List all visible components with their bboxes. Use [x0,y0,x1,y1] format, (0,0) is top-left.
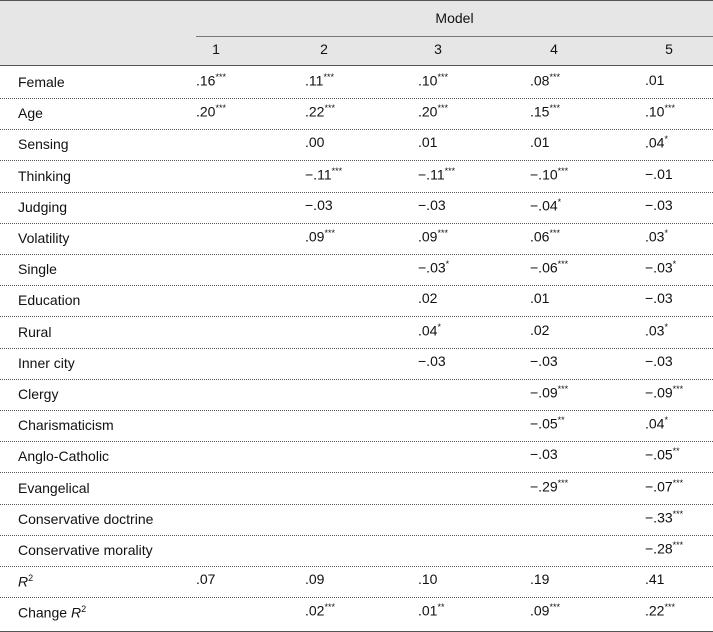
row-label: Conservative morality [18,542,153,558]
row-label: Charismaticism [18,417,114,434]
significance-stars: *** [672,477,684,488]
significance-stars: * [664,415,668,426]
significance-stars: * [664,321,668,332]
column-header-4: 4 [550,41,558,57]
row-label: Rural [18,323,52,340]
table-cell-model-4: .08*** [530,72,560,89]
table-cell-model-5: −.28*** [645,540,684,557]
row-label: Thinking [18,167,71,184]
table-cell-model-2: .11*** [305,72,334,89]
row-label: Inner city [18,354,75,371]
table-cell-model-4: .06*** [530,228,560,245]
significance-stars: *** [557,165,569,176]
change-prefix: Change [18,605,71,622]
row-label: Anglo-Catholic [18,448,110,465]
row-label: Clergy [18,386,59,402]
significance-stars: * [437,321,441,332]
table-cell-model-1: .20*** [196,103,226,120]
table-cell-model-4: −.06*** [530,259,569,276]
table-cell-model-4: −.03 [530,352,558,369]
significance-stars: *** [215,72,226,82]
r-symbol: R [18,573,29,590]
significance-stars: *** [437,72,448,82]
table-row [0,129,713,161]
table-row [0,67,713,99]
significance-stars: *** [444,165,456,176]
row-label: Volatility [18,230,70,246]
table-row [0,379,713,411]
row-label: Judging [18,198,68,215]
table-cell-model-4: −.04* [530,196,562,214]
significance-stars: *** [549,103,560,114]
table-cell-model-2: −.03 [305,196,333,213]
table-row [0,597,713,628]
table-cell-model-5: −.05** [645,446,680,464]
table-cell-model-2: .02*** [305,602,335,620]
significance-stars: *** [664,602,675,613]
table-cell-model-4: .02 [530,321,550,338]
column-header-2: 2 [320,41,328,57]
table-cell-model-5: −.03 [645,352,673,369]
model-group-header: Model [435,10,474,26]
table-cell-model-5: −.33*** [645,508,684,526]
model-header-rule [196,36,713,37]
significance-stars: ** [672,446,680,457]
significance-stars: *** [672,384,684,394]
significance-stars: *** [324,602,335,613]
table-cell-model-4: .01 [530,290,550,307]
table-cell-model-4: −.10*** [530,165,569,183]
significance-stars: *** [664,103,675,114]
table-row [0,348,713,380]
r-squared-label [18,573,33,590]
row-label: Education [18,292,81,309]
table-cell-model-3: −.11*** [418,165,456,183]
table-cell-model-4: .01 [530,134,550,151]
significance-stars: *** [549,228,560,238]
significance-stars: ** [557,415,565,426]
significance-stars: * [557,196,562,207]
significance-stars: *** [672,540,684,550]
table-cell-model-3: .10*** [418,72,448,89]
table-cell-model-3: −.03 [418,196,446,213]
significance-stars: *** [672,508,684,519]
table-row [0,504,713,536]
table-cell-model-1: .07 [196,571,216,588]
table-cell-model-2: .00 [305,134,325,151]
significance-stars: * [664,134,668,145]
significance-stars: *** [437,103,448,114]
significance-stars: *** [557,384,569,394]
significance-stars: *** [549,72,560,82]
table-cell-model-4: −.05** [530,415,565,432]
significance-stars: ** [437,602,445,613]
table-cell-model-5: .04* [645,134,668,152]
column-header-5: 5 [665,41,673,57]
table-cell-model-3: .01 [418,134,438,151]
table-header [0,1,713,66]
significance-stars: *** [324,103,335,114]
row-label: Age [18,105,43,122]
table-row [0,161,713,193]
row-label: Conservative doctrine [18,510,154,527]
significance-stars: * [672,259,677,270]
r-superscript: 2 [81,604,87,615]
significance-stars: *** [437,228,448,238]
table-cell-model-5: .41 [645,571,665,588]
row-label: Single [18,261,57,278]
significance-stars: *** [215,103,226,114]
table-cell-model-5: −.07*** [645,477,684,495]
table-cell-model-3: −.03* [418,259,450,276]
table-cell-model-3: .10 [418,571,438,588]
table-cell-model-5: −.01 [645,165,673,182]
table-cell-model-5: .03* [645,321,668,339]
table-cell-model-5: −.03 [645,290,673,307]
table-cell-model-3: .02 [418,290,438,307]
table-cell-model-5: −.09*** [645,384,684,401]
significance-stars: *** [557,477,569,488]
table-row [0,473,713,505]
table-cell-model-2: .09*** [305,228,335,245]
table-cell-model-5: .03* [645,228,668,245]
table-cell-model-4: −.03 [530,446,558,463]
row-label: Evangelical [18,479,90,496]
table-cell-model-5: .10*** [645,103,675,120]
table-cell-model-1: .16*** [196,72,226,89]
significance-stars: *** [324,228,335,238]
row-label: Female [18,74,65,90]
table-cell-model-2: .22*** [305,103,335,120]
change-r-squared-label [18,604,86,621]
table-cell-model-4: −.29*** [530,477,569,495]
table-cell-model-3: −.03 [418,352,446,369]
table-row [0,441,713,473]
table-row [0,223,713,255]
table-cell-model-4: −.09*** [530,384,569,401]
table-cell-model-3: .09*** [418,228,448,245]
table-cell-model-4: .15*** [530,103,560,120]
column-header-3: 3 [434,41,442,57]
table-cell-model-3: .01** [418,602,445,620]
table-cell-model-5: −.03* [645,259,677,276]
table-cell-model-5: .22*** [645,602,675,620]
table-row [0,317,713,349]
r-symbol: R [70,605,82,622]
table-cell-model-2: −.11*** [305,165,343,183]
r-superscript: 2 [28,573,34,584]
table-cell-model-4: .09*** [530,602,560,620]
table-row [0,285,713,317]
table-row [0,410,713,442]
significance-stars: * [664,228,668,238]
column-header-1: 1 [212,41,220,57]
significance-stars: *** [331,165,343,176]
table-cell-model-3: .20*** [418,103,448,120]
table-row [0,535,713,567]
significance-stars: * [445,259,450,270]
significance-stars: *** [549,602,560,613]
table-row [0,98,713,130]
table-cell-model-2: .09 [305,571,325,588]
table-row [0,254,713,286]
table-row [0,566,713,598]
table-cell-model-5: .01 [645,72,665,88]
table-cell-model-3: .04* [418,321,441,339]
table-row [0,192,713,224]
table-cell-model-5: .04* [645,415,668,432]
significance-stars: *** [323,72,334,82]
significance-stars: *** [557,259,569,270]
row-label: Sensing [18,136,69,153]
table-cell-model-5: −.03 [645,196,673,213]
table-cell-model-4: .19 [530,571,550,588]
